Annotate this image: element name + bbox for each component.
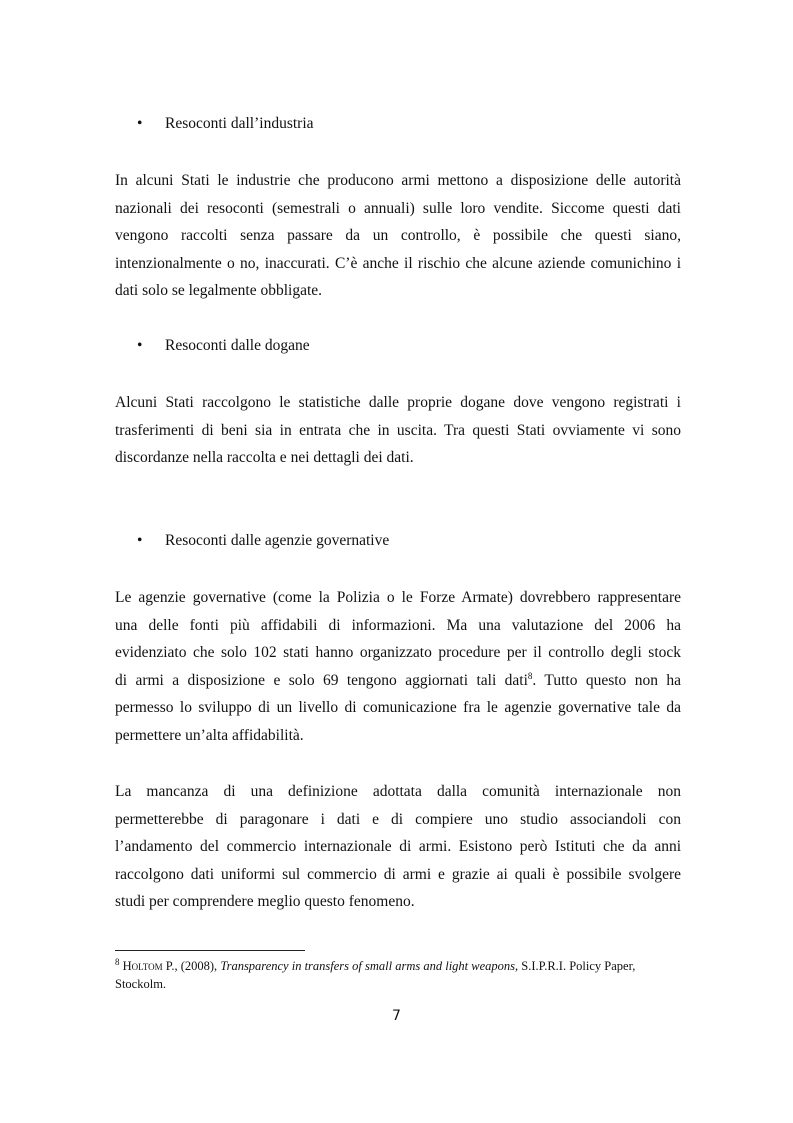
heading-text: Resoconti dall’industria: [165, 115, 314, 132]
text-line: La mancanza di una definizione adottata dalla comunità internazionale non: [115, 783, 681, 800]
text-line: intenzionalmente o no, inaccurati. C’è anche il rischio che alcune aziende comunichino i: [115, 254, 681, 272]
text-line: vengono raccolti senza passare da un controllo, è possibile che questi siano,: [115, 227, 681, 245]
text-line: permettere un’alta affidabilità.: [115, 726, 304, 744]
footnote-separator: [115, 950, 305, 951]
text-line: trasferimenti di beni sia in entrata che in uscita. Tra questi Stati ovviamente vi sono: [115, 421, 681, 439]
text-fragment: di armi a disposizione e solo 69 tengono aggiornati tali dati: [115, 671, 528, 689]
text-line: una delle fonti più affidabili di informazioni. Ma una valutazione del 2006 ha: [115, 616, 681, 634]
text-line: evidenziato che solo 102 stati hanno organizzato procedure per il controllo degli stock: [115, 644, 681, 662]
text-line: [115, 667, 681, 695]
text-line: nazionali dei resoconti (semestrali o annuali) sulle loro vendite. Siccome questi dati: [115, 199, 681, 217]
bullet-icon: •: [137, 532, 143, 549]
footnote-publisher: S.I.P.R.I. Policy Paper,: [518, 959, 636, 973]
paragraph-agenzie: [115, 584, 681, 750]
paragraph-closing: [115, 778, 681, 916]
text-fragment: . Tutto questo non ha: [532, 671, 681, 689]
bullet-heading-industria: [137, 114, 314, 134]
text-line: In alcuni Stati le industrie che producono armi mettono a disposizione delle autorità: [115, 172, 681, 189]
text-line: dati solo se legalmente obbligate.: [115, 282, 323, 300]
text-line: permesso lo sviluppo di un livello di comunicazione fra le agenzie governative tale da: [115, 699, 681, 717]
text-line: studi per comprendere meglio questo fenomeno.: [115, 893, 415, 911]
bullet-heading-agenzie: [137, 531, 389, 551]
footnote-number: 8: [115, 956, 120, 967]
text-line: l’andamento del commercio internazionale di armi. Esistono però Istituti che da anni: [115, 838, 681, 856]
bullet-icon: •: [137, 337, 143, 354]
footnote: [115, 957, 685, 993]
text-line: Le agenzie governative (come la Polizia o le Forze Armate) dovrebbero rappresentare: [115, 589, 681, 606]
footnote-location: Stockolm.: [115, 977, 167, 991]
text-line: raccolgono dati uniformi sul commercio di armi e grazie ai quali è possibile svolgere: [115, 865, 681, 883]
text-line: permetterebbe di paragonare i dati e di compiere uno studio associandoli con: [115, 810, 681, 828]
text-line: discordanze nella raccolta e nei dettagli dei dati.: [115, 449, 414, 467]
text-line: Alcuni Stati raccolgono le statistiche dalle proprie dogane dove vengono registrati i: [115, 394, 681, 411]
paragraph-industria: [115, 167, 681, 305]
bullet-heading-dogane: [137, 336, 310, 356]
heading-text: Resoconti dalle agenzie governative: [165, 532, 390, 549]
heading-text: Resoconti dalle dogane: [165, 337, 310, 354]
footnote-year: , (2008),: [174, 959, 221, 973]
footnote-reference[interactable]: 8: [527, 670, 533, 681]
page-number: 7: [392, 1008, 401, 1024]
footnote-author: Holtom P.: [122, 959, 175, 973]
paragraph-dogane: [115, 389, 681, 472]
bullet-icon: •: [137, 115, 143, 132]
footnote-title: Transparency in transfers of small arms and light weapons,: [220, 959, 519, 973]
